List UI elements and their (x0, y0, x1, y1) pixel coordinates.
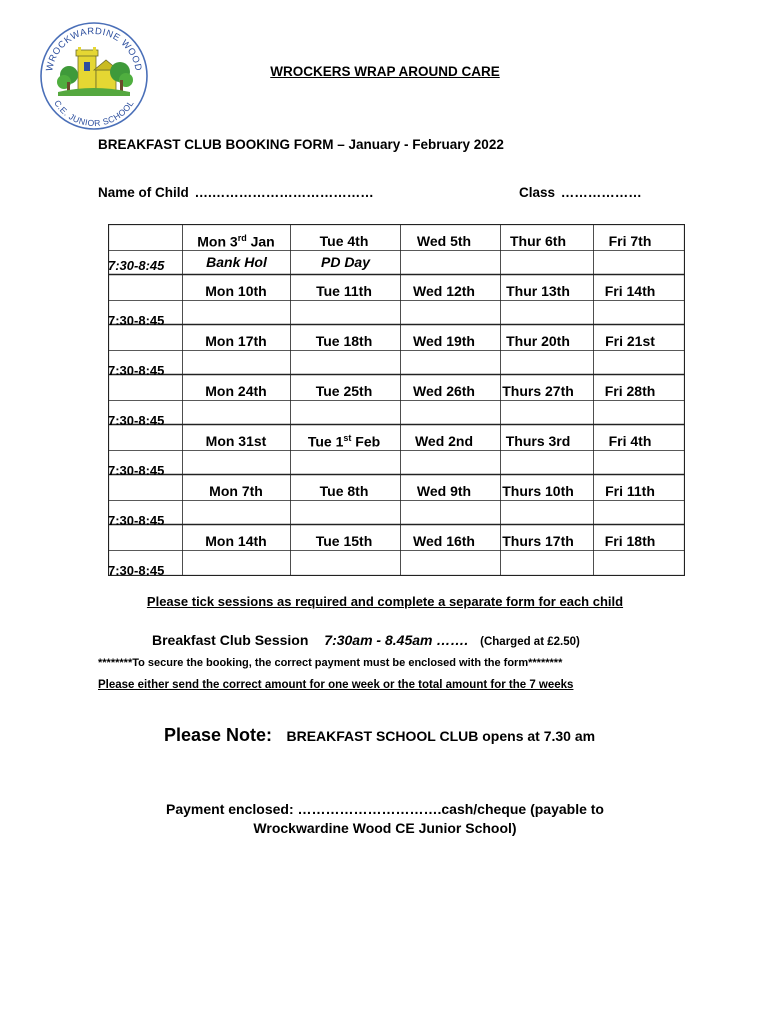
tick-box[interactable] (401, 351, 500, 374)
day-header: Thurs 10th (502, 483, 574, 499)
day-header: Wed 5th (416, 233, 472, 249)
day-header: Wed 19th (413, 333, 475, 349)
tick-box[interactable] (291, 551, 400, 574)
day-header: Tue 4th (319, 233, 369, 249)
payment-line-2: Wrockwardine Wood CE Junior School) (253, 820, 517, 836)
day-header: Mon 17th (205, 333, 267, 349)
child-name-input[interactable]: ….……………………………… (194, 185, 374, 200)
page-title: WROCKERS WRAP AROUND CARE (270, 64, 500, 79)
tick-box[interactable] (291, 351, 400, 374)
day-header: Thurs 3rd (505, 433, 571, 449)
day-header: Mon 24th (205, 383, 267, 399)
session-time-label: 7:30-8:45 (108, 258, 165, 273)
day-header: Wed 9th (416, 483, 472, 499)
tick-box[interactable] (594, 301, 685, 324)
session-time-label: 7:30-8:45 (108, 313, 165, 328)
slot-closed (183, 251, 290, 274)
day-header: Tue 11th (316, 283, 372, 299)
day-header: Mon 10th (205, 283, 267, 299)
class-field (519, 185, 644, 200)
day-header: Tue 18th (315, 333, 373, 349)
day-header: Fri 7th (608, 233, 652, 249)
day-header: Fri 21st (605, 333, 655, 349)
tick-box[interactable] (501, 551, 593, 574)
tick-box[interactable] (401, 301, 500, 324)
tick-box[interactable] (501, 351, 593, 374)
tick-box[interactable] (183, 501, 290, 524)
session-label: Breakfast Club Session (152, 632, 309, 648)
session-time-label: 7:30-8:45 (108, 363, 165, 378)
please-note-label: Please Note: (164, 725, 273, 745)
day-header: Tue 25th (315, 383, 373, 399)
please-note-text: BREAKFAST SCHOOL CLUB opens at 7.30 am (286, 728, 596, 744)
day-header: Mon 31st (205, 433, 267, 449)
day-header: Fri 28th (604, 383, 656, 399)
day-header: Tue 1st Feb (307, 433, 381, 450)
tick-box[interactable] (291, 401, 400, 424)
payment-section (0, 800, 770, 838)
tick-box[interactable] (594, 501, 685, 524)
secure-booking-note: ********To secure the booking, the correct payment must be enclosed with the form******** (98, 657, 563, 669)
day-header: Wed 12th (413, 283, 475, 299)
day-header: Mon 3rd Jan (197, 233, 275, 250)
day-header: Thur 6th (510, 233, 566, 249)
session-time: 7:30am - 8.45am ……. (324, 632, 469, 648)
session-time-label: 7:30-8:45 (108, 513, 165, 528)
class-label: Class (519, 185, 556, 200)
tick-box[interactable] (401, 401, 500, 424)
day-header: Fri 4th (608, 433, 652, 449)
day-header: Mon 7th (209, 483, 263, 499)
slot-closed-label: Bank Hol (206, 254, 267, 270)
tick-box[interactable] (594, 401, 685, 424)
tick-box[interactable] (291, 301, 400, 324)
day-header: Mon 14th (205, 533, 267, 549)
tick-box[interactable] (291, 501, 400, 524)
tick-box[interactable] (594, 451, 685, 474)
session-info (152, 632, 580, 648)
instructions-text: Please tick sessions as required and complete a separate form for each child (146, 594, 624, 609)
day-header: Wed 26th (413, 383, 475, 399)
day-header: Fri 18th (604, 533, 656, 549)
session-charge: (Charged at £2.50) (480, 636, 580, 648)
tick-box[interactable] (594, 251, 685, 274)
day-header: Fri 11th (605, 483, 655, 499)
day-header: Wed 2nd (414, 433, 474, 449)
tick-box[interactable] (501, 301, 593, 324)
slot-closed (291, 251, 400, 274)
booking-table (108, 224, 685, 576)
tick-box[interactable] (183, 551, 290, 574)
child-name-label: Name of Child (98, 185, 189, 200)
tick-box[interactable] (501, 451, 593, 474)
payment-instruction: Please either send the correct amount for one week or the total amount for the 7 weeks (98, 679, 574, 691)
day-header: Fri 14th (604, 283, 656, 299)
tick-box[interactable] (501, 401, 593, 424)
day-header: Thurs 17th (502, 533, 574, 549)
child-name-field (98, 185, 376, 200)
day-header: Thur 13th (506, 283, 570, 299)
tick-box[interactable] (501, 501, 593, 524)
session-time-label: 7:30-8:45 (108, 413, 165, 428)
tick-box[interactable] (291, 451, 400, 474)
logo-arc-top: WROCKWARDINE WOOD (43, 24, 145, 73)
tick-box[interactable] (594, 551, 685, 574)
tick-box[interactable] (401, 451, 500, 474)
please-note (164, 725, 595, 746)
tick-box[interactable] (594, 351, 685, 374)
tick-box[interactable] (401, 251, 500, 274)
tick-box[interactable] (401, 501, 500, 524)
tick-box[interactable] (401, 551, 500, 574)
session-time-label: 7:30-8:45 (108, 563, 165, 578)
session-time-label: 7:30-8:45 (108, 463, 165, 478)
tick-box[interactable] (183, 451, 290, 474)
day-header: Thur 20th (506, 333, 570, 349)
day-header: Wed 16th (413, 533, 475, 549)
slot-closed-label: PD Day (320, 254, 371, 270)
day-header: Tue 8th (319, 483, 369, 499)
tick-box[interactable] (183, 401, 290, 424)
class-input[interactable]: ……………… (560, 185, 642, 200)
payment-line-1: Payment enclosed: ………………………….cash/cheque (payable to (166, 801, 604, 817)
day-header: Thurs 27th (502, 383, 574, 399)
tick-box[interactable] (501, 251, 593, 274)
tick-box[interactable] (183, 301, 290, 324)
logo-arc-bottom: C.E. JUNIOR SCHOOL (52, 98, 136, 129)
form-title: BREAKFAST CLUB BOOKING FORM – January - February 2022 (98, 137, 504, 152)
tick-box[interactable] (183, 351, 290, 374)
day-header: Tue 15th (315, 533, 373, 549)
